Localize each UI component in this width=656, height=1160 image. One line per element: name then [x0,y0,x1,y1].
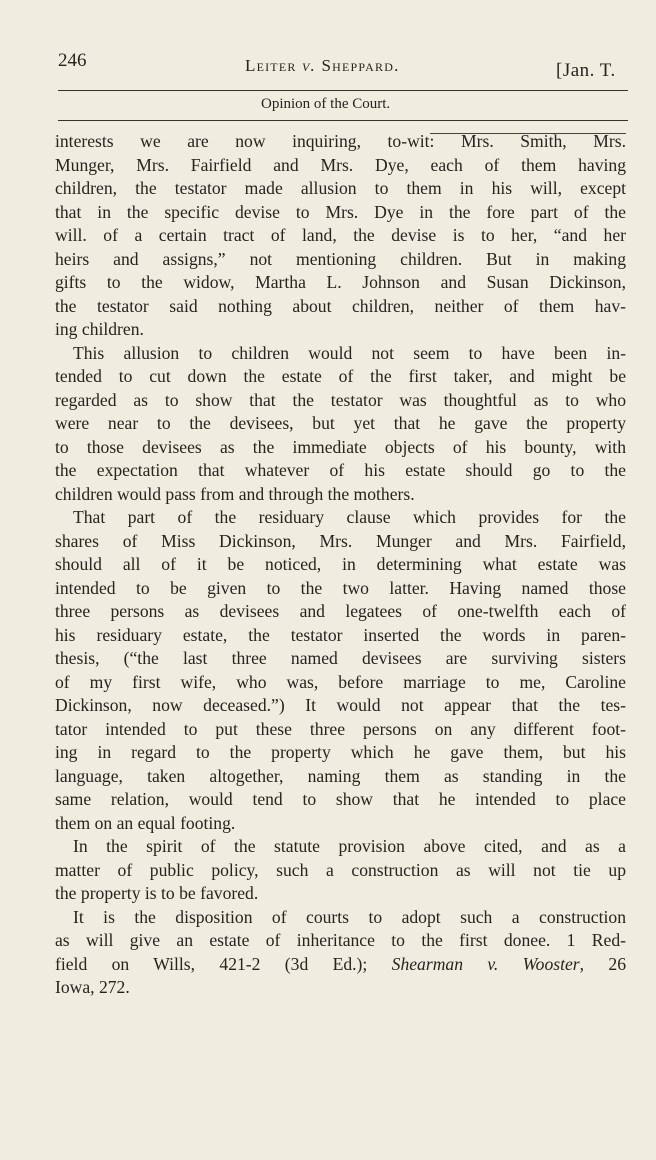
text-line: intended to be given to the two latter. Having named those [55,577,626,598]
text-line: were near to the devisees, but yet that he gave the property [55,413,626,433]
text-line: gifts to the widow, Martha L. Johnson and Susan Dickinson, [55,272,626,292]
text-line: tended to cut down the estate of the first taker, and might be [55,366,626,386]
header-rule-bottom [58,120,628,121]
text-line: Iowa, 272. [55,977,130,997]
opinion-text [55,130,626,1000]
text-line: shares of Miss Dickinson, Mrs. Munger and Mrs. Fairfield, [55,530,626,551]
text-line: ing in regard to the property which he gave them, but his [55,742,626,762]
paragraph-4 [55,835,626,906]
text-line: ing children. [55,319,144,339]
text-line: his residuary estate, the testator inserted the words in paren- [55,624,626,645]
paragraph-5 [55,906,626,1000]
text-line: heirs and assigns,” not mentioning children. But in making [55,248,626,269]
text-line: interests we are now inquiring, to-wit: Mrs. Smith, Mrs. [55,131,626,151]
text-line: the testator said nothing about children, neither of them hav- [55,295,626,316]
text-line: This allusion to children would not seem to have been in- [73,342,626,363]
text-line: thesis, (“the last three named devisees are surviving sisters [55,648,626,668]
case-citation: Shearman v. Wooster [391,953,580,974]
text-line: regarded as to show that the testator was thoughtful as to who [55,389,626,410]
text-line: matter of public policy, such a construction as will not tie up [55,859,626,880]
text-line: to those devisees as the immediate objects of his bounty, with [55,436,626,457]
citation-lead: field on Wills, 421-2 (3d Ed.); [55,953,392,974]
section-subheader: Opinion of the Court. [261,96,391,112]
running-title-left: Leiter [245,56,297,75]
paragraph-2 [55,342,626,507]
text-line: three persons as devisees and legatees of one-twelfth each of [55,601,626,621]
text-line: tator intended to put these three persons on any different foot- [55,718,626,739]
text-line-citation [55,953,626,977]
citation-reference: , 26 [579,953,627,974]
text-line: same relation, would tend to show that he intended to place [55,789,626,809]
text-line: them on an equal footing. [55,812,236,833]
running-title-versus: v. [302,56,317,75]
text-line: will. of a certain tract of land, the devise is to her, “and her [55,225,626,245]
text-line: the expectation that whatever of his estate should go to the [55,460,626,480]
term-date: [Jan. T. [556,60,616,81]
text-line: that in the specific devise to Mrs. Dye in the fore part of the [55,201,626,222]
text-line: of my first wife, who was, before marriage to me, Caroline [55,671,626,692]
text-line: the property is to be favored. [55,883,259,903]
running-title-right: Sheppard. [321,56,400,75]
running-title [245,56,400,76]
page-number: 246 [58,50,87,71]
text-line: Munger, Mrs. Fairfield and Mrs. Dye, each of them having [55,154,626,175]
text-line: as will give an estate of inheritance to the first donee. 1 Red- [55,930,626,950]
paragraph-1 [55,130,626,342]
paragraph-3 [55,506,626,835]
header-rule-top [58,90,628,91]
text-line: children, the testator made allusion to them in his will, except [55,178,626,198]
text-line: In the spirit of the statute provision above cited, and as a [73,836,626,856]
text-line: That part of the residuary clause which provides for the [73,507,626,527]
text-line: language, taken altogether, naming them as standing in the [55,765,626,786]
text-line: children would pass from and through the mothers. [55,483,415,504]
text-line: should all of it be noticed, in determining what estate was [55,554,626,574]
text-line: It is the disposition of courts to adopt such a construction [73,906,626,927]
text-line: Dickinson, now deceased.”) It would not appear that the tes- [55,695,626,715]
